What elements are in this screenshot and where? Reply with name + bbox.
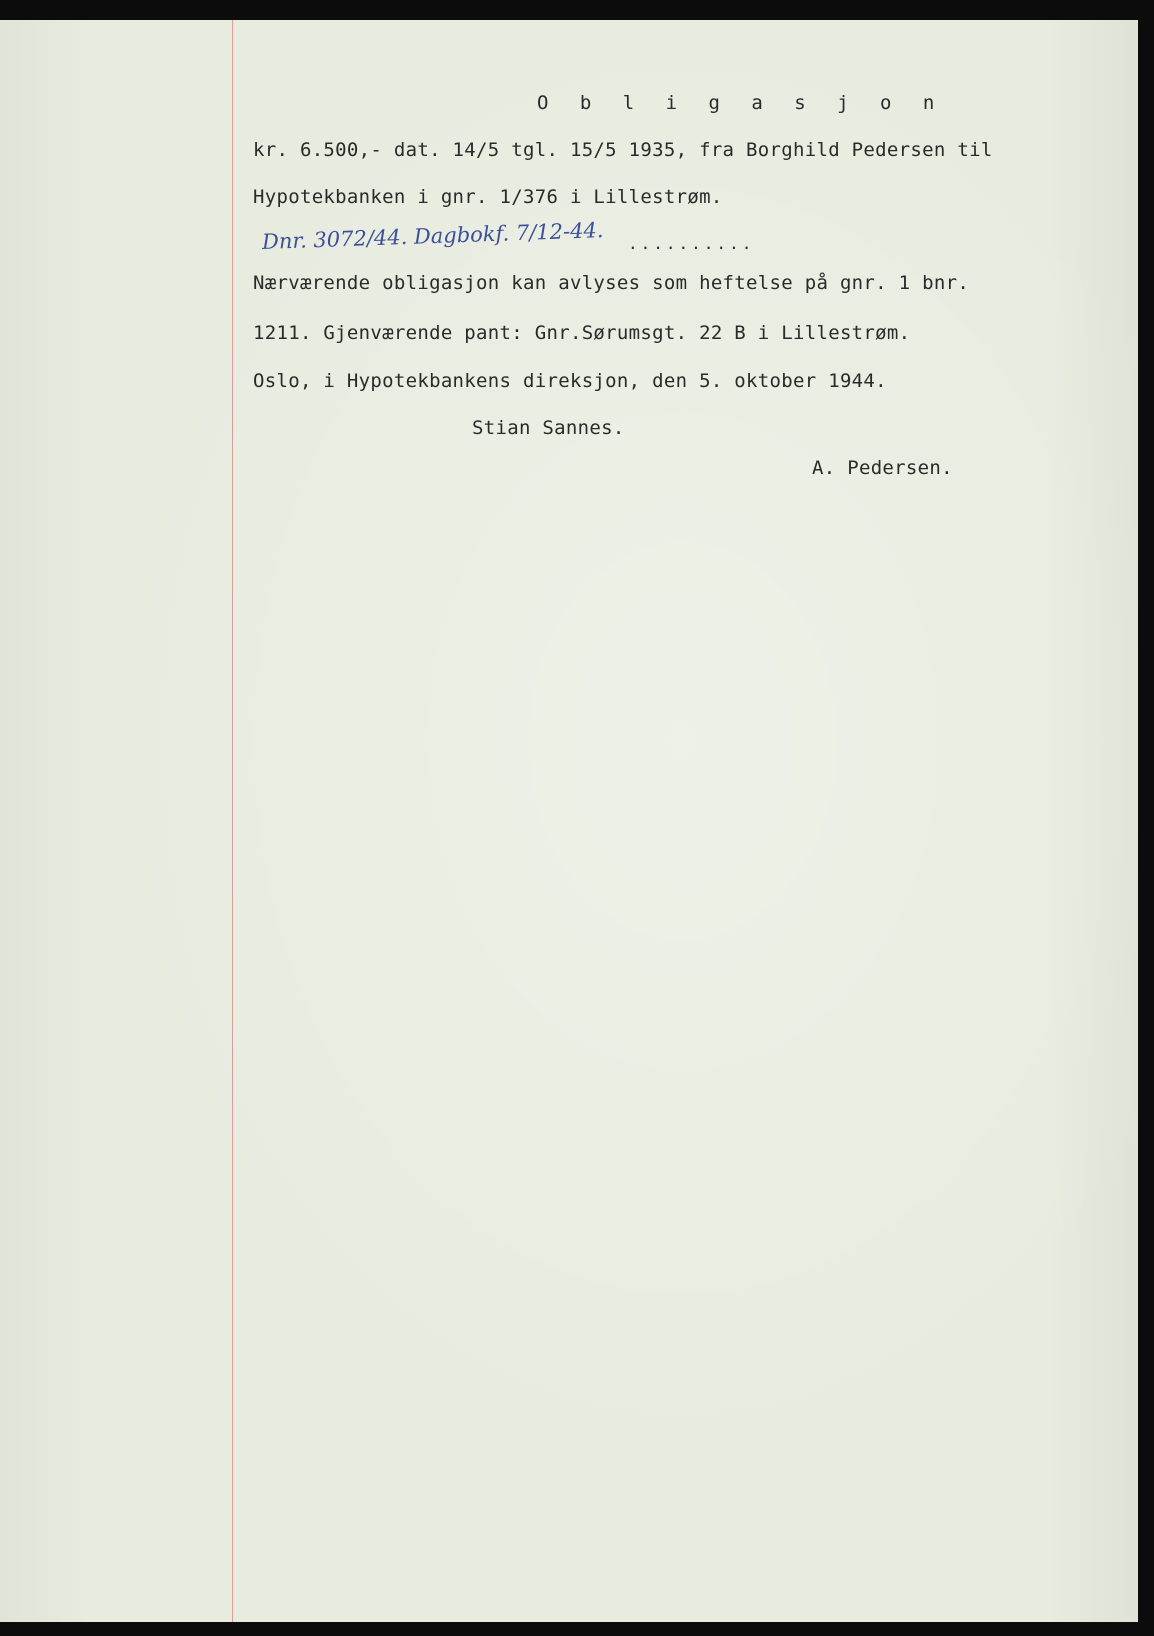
text-line-5: Oslo, i Hypotekbankens direksjon, den 5. oktober 1944. bbox=[253, 370, 887, 392]
red-margin-line bbox=[232, 20, 233, 1622]
text-line-1: kr. 6.500,- dat. 14/5 tgl. 15/5 1935, fra Borghild Pedersen til bbox=[253, 139, 993, 161]
text-line-2: Hypotekbanken i gnr. 1/376 i Lillestrøm. bbox=[253, 186, 723, 208]
signature-a-pedersen: A. Pedersen. bbox=[812, 457, 953, 479]
document-page bbox=[0, 20, 1138, 1622]
text-line-3: Nærværende obligasjon kan avlyses som heftelse på gnr. 1 bnr. bbox=[253, 272, 970, 294]
document-title: O b l i g a s j o n bbox=[537, 92, 945, 114]
signature-stian-sannes: Stian Sannes. bbox=[472, 417, 625, 439]
dotted-separator: .......... bbox=[628, 234, 755, 253]
handwritten-note: Dnr. 3072/44. Dagbokf. 7/12-44. bbox=[261, 218, 604, 254]
text-line-4: 1211. Gjenværende pant: Gnr.Sørumsgt. 22 B i Lillestrøm. bbox=[253, 322, 911, 344]
